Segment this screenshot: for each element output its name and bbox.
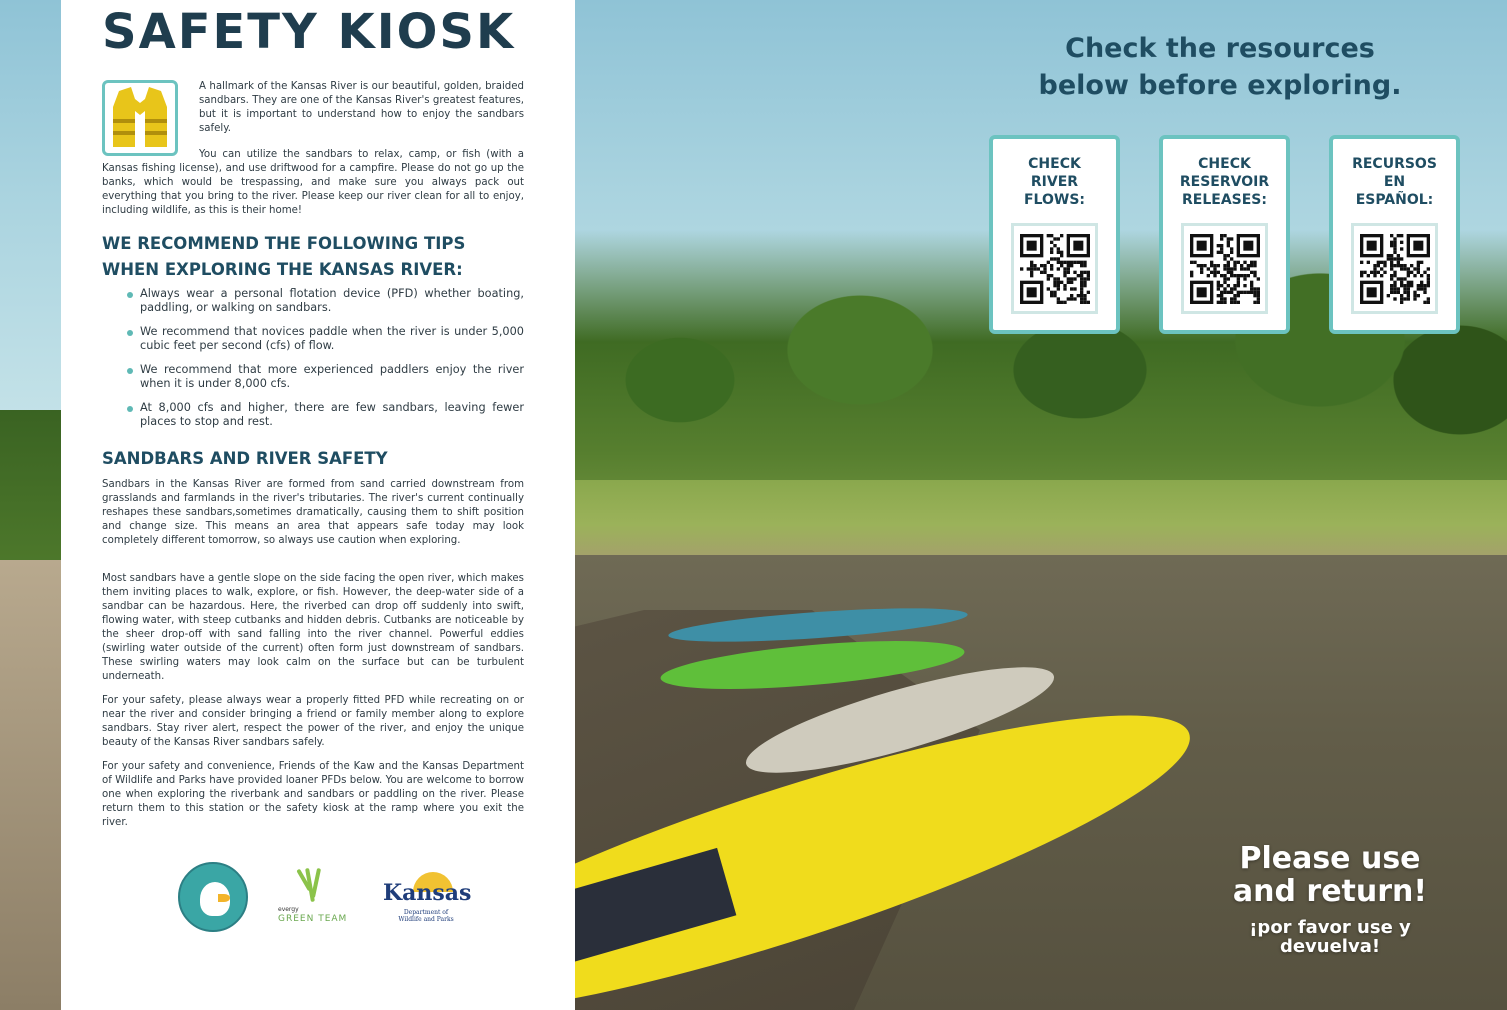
card-label: CHECK RIVER FLOWS: bbox=[1023, 156, 1085, 208]
qr-code-icon[interactable] bbox=[1020, 234, 1090, 304]
tip-text: We recommend that more experienced paddlers enjoy the river when it is under 8,000 cfs. bbox=[140, 363, 524, 390]
intro-paragraph-2: You can utilize the sandbars to relax, camp, or fish (with a Kansas fishing license), and use driftwood for a campfire. Please do not go up the banks, which would be trespassing, and make sure you always pack out everything that you bring to the river. Please keep our river clean for all to enjoy, including wildlife, as this is their home! bbox=[102, 149, 524, 216]
cta-line-1: Please use bbox=[1239, 841, 1421, 876]
kansas-dept-wordmark: Department of Wildlife and Parks bbox=[398, 909, 454, 923]
friends-of-the-kaw-logo bbox=[178, 862, 248, 932]
evergy-green-team-logo bbox=[278, 868, 348, 928]
tip-text: At 8,000 cfs and higher, there are few sandbars, leaving fewer places to stop and rest. bbox=[140, 401, 524, 428]
qr-code-icon[interactable] bbox=[1360, 234, 1430, 304]
info-panel bbox=[61, 0, 575, 1010]
kansas-wildlife-parks-logo bbox=[383, 872, 472, 927]
kansas-wordmark: Kansas bbox=[383, 880, 472, 906]
qr-code-frame bbox=[1181, 223, 1268, 314]
intro-paragraph-1: A hallmark of the Kansas River is our beautiful, golden, braided sandbars. They are one of the Kansas River's greatest features, but it is important to understand how to enjoy the sandbars safely. bbox=[199, 81, 524, 134]
resources-title-line-2: below before exploring. bbox=[1038, 70, 1402, 101]
eagle-beak-icon bbox=[218, 894, 230, 902]
list-item bbox=[102, 325, 524, 353]
tree-line-left bbox=[0, 410, 70, 580]
cta-line-2: and return! bbox=[1232, 874, 1428, 909]
qr-code-frame bbox=[1011, 223, 1098, 314]
sandbars-paragraph-4: For your safety and convenience, Friends of the Kaw and the Kansas Department of Wildlife and Parks have provided loaner PFDs below. You are welcome to borrow one when exploring the riverbank and sandbars or paddling on the river. Please return them to this station or the safety kiosk at the ramp where you exit the river. bbox=[102, 761, 524, 828]
bullet-icon bbox=[127, 330, 133, 336]
tips-heading-line-2: WHEN EXPLORING THE KANSAS RIVER: bbox=[102, 260, 463, 279]
call-to-action bbox=[1210, 842, 1450, 908]
sandbars-heading: SANDBARS AND RIVER SAFETY bbox=[102, 449, 388, 468]
bullet-icon bbox=[127, 406, 133, 412]
list-item bbox=[102, 401, 524, 429]
tips-heading-line-1: WE RECOMMEND THE FOLLOWING TIPS bbox=[102, 234, 466, 253]
tip-text: Always wear a personal flotation device (PFD) whether boating, paddling, or walking on sandbars. bbox=[140, 287, 524, 314]
page-title: SAFETY KIOSK bbox=[102, 4, 516, 60]
qr-code-frame bbox=[1351, 223, 1438, 314]
resources-title-line-1: Check the resources bbox=[1065, 33, 1375, 64]
list-item bbox=[102, 363, 524, 391]
green-team-wordmark: GREEN TEAM bbox=[278, 914, 348, 924]
tips-heading bbox=[102, 231, 465, 283]
sandbars-paragraph-1: Sandbars in the Kansas River are formed from sand carried downstream from grasslands and farmlands in the river's tributaries. The river's current continually reshapes these sandbars,sometimes dramatically, causing them to shift position and change size. This means an area that appears safe today may look completely different tomorrow, so always use caution when exploring. bbox=[102, 479, 524, 546]
grass-icon bbox=[311, 868, 321, 898]
qr-code-icon[interactable] bbox=[1190, 234, 1260, 304]
bullet-icon bbox=[127, 292, 133, 298]
sandbar-left bbox=[0, 560, 70, 1010]
card-label: RECURSOS EN ESPAÑOL: bbox=[1352, 156, 1437, 208]
life-vest-graphic bbox=[109, 85, 171, 151]
cta-es-line-1: ¡por favor use y bbox=[1249, 917, 1411, 938]
cta-es-line-2: devuelva! bbox=[1279, 936, 1381, 957]
sponsor-logos bbox=[178, 862, 472, 932]
sandbars-paragraph-2: Most sandbars have a gentle slope on the side facing the open river, which makes them inviting places to walk, explore, or fish. However, the deep-water side of a sandbar can be hazardous. Here, the riverbed can drop off suddenly into swift, flowing water, with steep cutbanks and hidden debris. Cutbanks are noticeable by the sheer drop-off with sand falling into the river channel. Powerful eddies (swirling water outside of the current) often form just downstream of sandbars. These swirling waters may look calm on the surface but can be turbulent underneath. bbox=[102, 573, 524, 682]
resources-title bbox=[1000, 30, 1440, 104]
list-item bbox=[102, 287, 524, 315]
evergy-wordmark: evergy bbox=[278, 906, 299, 913]
resource-card-reservoir-releases[interactable] bbox=[1159, 135, 1290, 334]
sandbars-paragraph-3: For your safety, please always wear a properly fitted PFD while recreating on or near the river and consider bringing a friend or family member along to explore sandbars. Stay river alert, respect the power of the river, and enjoy the unique beauty of the Kansas River sandbars safely. bbox=[102, 695, 524, 748]
bullet-icon bbox=[127, 368, 133, 374]
life-vest-icon bbox=[102, 80, 178, 156]
resource-card-espanol[interactable] bbox=[1329, 135, 1460, 334]
tip-text: We recommend that novices paddle when the river is under 5,000 cubic feet per second (cfs) of flow. bbox=[140, 325, 524, 352]
card-label: CHECK RESERVOIR RELEASES: bbox=[1179, 156, 1270, 208]
call-to-action-spanish bbox=[1210, 918, 1450, 956]
tips-list bbox=[102, 287, 524, 439]
resource-card-river-flows[interactable] bbox=[989, 135, 1120, 334]
